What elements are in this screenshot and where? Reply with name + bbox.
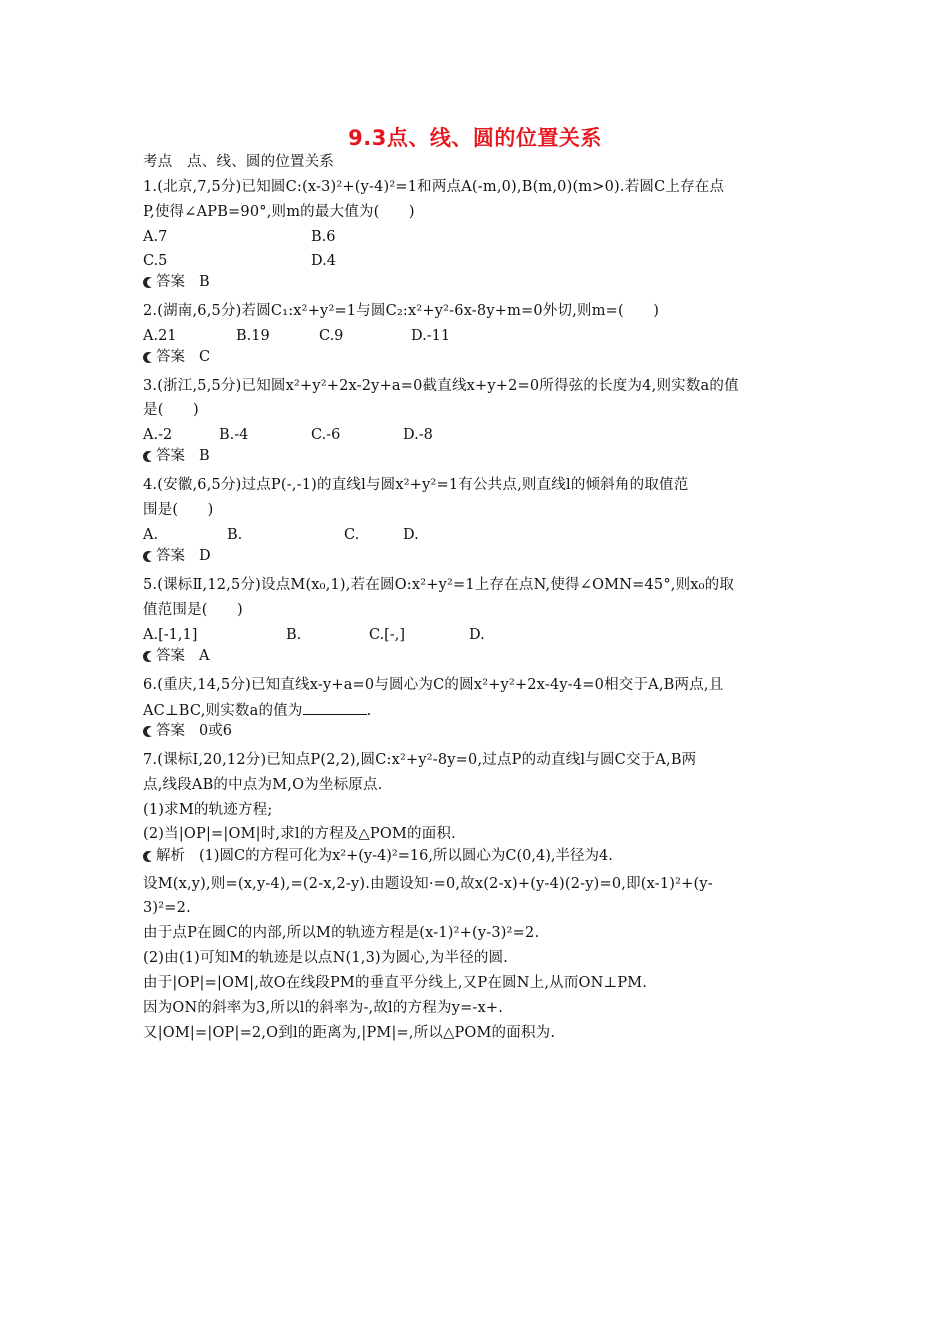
question-1-line-2: P,使得∠APB=90°,则m的最大值为( ) <box>143 204 415 220</box>
q2-option-b: B.19 <box>236 328 270 344</box>
question-5-line-1: 5.(课标Ⅱ,12,5分)设点M(x₀,1),若在圆O:x²+y²=1上存在点N,使得∠OMN=45°,则x₀的取 <box>143 577 735 593</box>
q4-option-d: D. <box>403 527 419 543</box>
q7-analysis-line-5: (2)由(1)可知M的轨迹是以点N(1,3)为圆心,为半径的圆. <box>143 950 509 966</box>
answer-marker-icon <box>143 651 154 662</box>
q5-option-d: D. <box>469 627 485 643</box>
answer-value: A <box>199 648 210 664</box>
question-7-part-1: (1)求M的轨迹方程; <box>143 802 273 818</box>
q3-option-c: C.-6 <box>311 427 341 443</box>
answer-label: 答案 <box>156 349 185 365</box>
q4-option-c: C. <box>344 527 360 543</box>
answer-blank <box>303 700 367 715</box>
answer-value: C <box>199 349 211 365</box>
q3-option-b: B.-4 <box>219 427 249 443</box>
question-6-text: AC⊥BC,则实数a的值为 <box>143 703 303 719</box>
q4-option-a: A. <box>143 527 159 543</box>
q4-answer <box>143 546 211 566</box>
answer-label: 答案 <box>156 448 185 464</box>
q2-option-d: D.-11 <box>411 328 451 344</box>
q2-option-c: C.9 <box>319 328 344 344</box>
answer-value: 0或6 <box>199 723 232 739</box>
answer-marker-icon <box>143 726 154 737</box>
q1-option-b: B.6 <box>311 229 336 245</box>
q4-option-b: B. <box>227 527 243 543</box>
question-6-period: . <box>366 703 372 719</box>
analysis-text: (1)圆C的方程可化为x²+(y-4)²=16,所以圆心为C(0,4),半径为4. <box>199 848 613 864</box>
question-3-line-2: 是( ) <box>143 402 199 418</box>
q7-analysis-line-6: 由于|OP|=|OM|,故O在线段PM的垂直平分线上,又P在圆N上,从而ON⊥PM. <box>143 975 648 991</box>
question-2-line-1: 2.(湖南,6,5分)若圆C₁:x²+y²=1与圆C₂:x²+y²-6x-8y+m=0外切,则m=( ) <box>143 303 660 319</box>
answer-marker-icon <box>143 277 154 288</box>
q7-analysis-line-1 <box>143 846 613 866</box>
question-1-line-1: 1.(北京,7,5分)已知圆C:(x-3)²+(y-4)²=1和两点A(-m,0),B(m,0)(m>0).若圆C上存在点 <box>143 179 725 195</box>
question-5-line-2: 值范围是( ) <box>143 602 243 618</box>
q3-option-a: A.-2 <box>143 427 173 443</box>
q7-analysis-line-3: 3)²=2. <box>143 900 191 916</box>
answer-label: 答案 <box>156 723 185 739</box>
q7-analysis-line-7: 因为ON的斜率为3,所以l的斜率为-,故l的方程为y=-x+. <box>143 1000 504 1016</box>
question-3-line-1: 3.(浙江,5,5分)已知圆x²+y²+2x-2y+a=0截直线x+y+2=0所得弦的长度为4,则实数a的值 <box>143 378 739 394</box>
analysis-label: 解析 <box>156 848 185 864</box>
section-heading: 考点 点、线、圆的位置关系 <box>143 154 335 170</box>
analysis-marker-icon <box>143 851 154 862</box>
question-6-line-2 <box>143 700 371 721</box>
q1-answer <box>143 272 210 292</box>
page-title: 9.3点、线、圆的位置关系 <box>348 126 602 150</box>
answer-value: B <box>199 448 210 464</box>
question-7-part-2: (2)当|OP|=|OM|时,求l的方程及△POM的面积. <box>143 826 456 842</box>
answer-marker-icon <box>143 451 154 462</box>
answer-marker-icon <box>143 352 154 363</box>
q3-option-d: D.-8 <box>403 427 433 443</box>
answer-label: 答案 <box>156 274 185 290</box>
q6-answer <box>143 721 232 741</box>
answer-marker-icon <box>143 551 154 562</box>
q5-answer <box>143 646 209 666</box>
q1-option-d: D.4 <box>311 253 336 269</box>
answer-value: B <box>199 274 210 290</box>
question-6-line-1: 6.(重庆,14,5分)已知直线x-y+a=0与圆心为C的圆x²+y²+2x-4y-4=0相交于A,B两点,且 <box>143 677 724 693</box>
q7-analysis-line-4: 由于点P在圆C的内部,所以M的轨迹方程是(x-1)²+(y-3)²=2. <box>143 925 540 941</box>
q1-option-a: A.7 <box>143 229 168 245</box>
q5-option-a: A.[-1,1] <box>143 627 198 643</box>
q5-option-b: B. <box>286 627 302 643</box>
answer-label: 答案 <box>156 548 185 564</box>
q1-option-c: C.5 <box>143 253 168 269</box>
question-4-line-2: 围是( ) <box>143 502 214 518</box>
answer-label: 答案 <box>156 648 185 664</box>
q5-option-c: C.[-,] <box>369 627 406 643</box>
q2-option-a: A.21 <box>143 328 177 344</box>
answer-value: D <box>199 548 211 564</box>
q7-analysis-line-2: 设M(x,y),则=(x,y-4),=(2-x,2-y).由题设知·=0,故x(2-x)+(y-4)(2-y)=0,即(x-1)²+(y- <box>143 876 713 892</box>
q7-analysis-line-8: 又|OM|=|OP|=2,O到l的距离为,|PM|=,所以△POM的面积为. <box>143 1025 556 1041</box>
question-7-line-1: 7.(课标Ⅰ,20,12分)已知点P(2,2),圆C:x²+y²-8y=0,过点P的动直线l与圆C交于A,B两 <box>143 752 697 768</box>
q3-answer <box>143 446 210 466</box>
question-4-line-1: 4.(安徽,6,5分)过点P(-,-1)的直线l与圆x²+y²=1有公共点,则直线l的倾斜角的取值范 <box>143 477 689 493</box>
q2-answer <box>143 347 210 367</box>
question-7-line-2: 点,线段AB的中点为M,O为坐标原点. <box>143 777 383 793</box>
